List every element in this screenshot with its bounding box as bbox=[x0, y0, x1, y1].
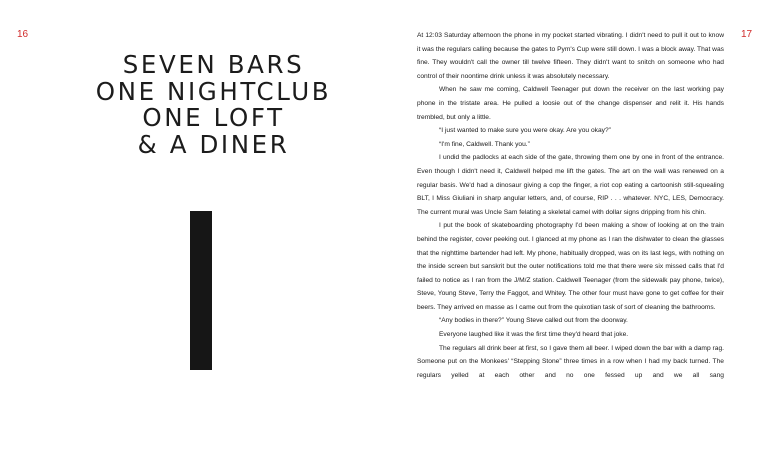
chapter-title bbox=[60, 52, 367, 158]
paragraph-4: “I'm fine, Caldwell. Thank you.” bbox=[439, 140, 530, 148]
chapter-title-line-3: ONE LOFT bbox=[142, 103, 285, 132]
chapter-title-line-1: SEVEN BARS bbox=[122, 50, 305, 79]
paragraph-8: Everyone laughed like it was the first time they'd heard that joke. bbox=[439, 331, 629, 339]
paragraph-3: “I just wanted to make sure you were okay. Are you okay?” bbox=[439, 127, 611, 135]
page-number-left: 16 bbox=[17, 29, 29, 40]
chapter-title-line-2: ONE NIGHTCLUB bbox=[95, 76, 332, 106]
chapter-title-line-4: & A DINER bbox=[137, 129, 290, 159]
paragraph-9: The regulars all drink beer at first, so I gave them all beer. I wiped down the bar with a damp rag. Someone put on the Monkees' “Stepping Stone” three times in a row when I had my back turned. The regulars yelled at each other and no one fessed up and we all sang bbox=[417, 344, 724, 379]
body-text-column bbox=[417, 29, 724, 382]
paragraph-7: “Any bodies in there?” Young Steve called out from the doorway. bbox=[439, 317, 628, 325]
part-numeral-bar bbox=[190, 211, 212, 370]
paragraph-6: I put the book of skateboarding photography I'd been making a show of looking at on the train behind the register, cover peeking out. I glanced at my phone as I ran the dishwater to clean the glasses that the nighttime bartender had left. My phone, habitually dropped, was on its last legs, with nothing on the inside screen but sanskrit but the outer notifications told me that there were six missed calls that I'd failed to notice as I ran from the J/M/Z station. Caldwell Teenager (from the sidewalk pay phone, twice), Steve, Young Steve, Terry the Faggot, and Whitey. The other four must have gone to get coffee for their beers. They arrived en masse as I came out from the quixotian task of sort of cleaning the bathrooms. bbox=[417, 222, 724, 311]
paragraph-1: At 12:03 Saturday afternoon the phone in my pocket started vibrating. I didn't need to pull it out to know it was the regulars calling because the gates to Pym's Cup were still down. I was a block away. That was fine. They wouldn't call the owner till twelve fifteen. They didn't want to snitch on someone who had control of their noontime drink unless it was absolutely necessary. bbox=[417, 32, 724, 80]
paragraph-5: I undid the padlocks at each side of the gate, throwing them one by one in front of the entrance. Even though I didn't need it, Caldwell helped me lift the gates. The art on the wall was renewed on a regular basis. We'd had a dinosaur giving a cop the finger, a riot cop eating a cartoonish still-squealing BLT, I Miss Giuliani in sharp angular letters, and, of course, RIP . . . whatever. NYC, LES, Democracy. The current mural was Uncle Sam felating a skeletal camel with dollar signs dripping from his chin. bbox=[417, 154, 724, 216]
paragraph-2: When he saw me coming, Caldwell Teenager put down the receiver on the last working pay phone in the tristate area. He pulled a loosie out of the change dispenser and relit it. His hands trembled, but only a little. bbox=[417, 86, 724, 121]
page-number-right: 17 bbox=[741, 29, 753, 40]
